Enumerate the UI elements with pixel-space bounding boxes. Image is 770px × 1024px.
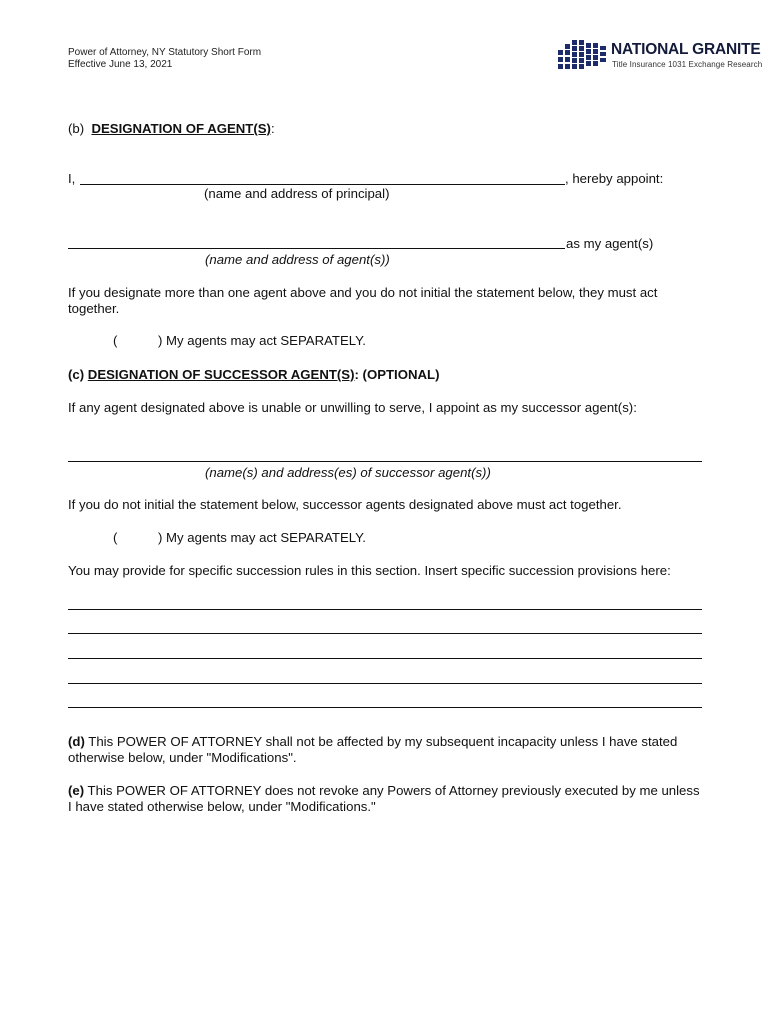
section-b-colon: : xyxy=(270,121,275,136)
section-c-suffix: : (OPTIONAL) xyxy=(354,367,440,382)
succession-provisions-label: You may provide for specific succession rules in this section. Insert specific succession provisions here: xyxy=(68,563,671,578)
separately-option-b: ) My agents may act SEPARATELY. xyxy=(158,333,366,348)
successor-name-line[interactable] xyxy=(68,461,702,462)
provision-line-3[interactable] xyxy=(68,658,702,659)
section-e-paragraph xyxy=(68,783,703,815)
separately-open-paren-c[interactable]: ( xyxy=(113,530,118,545)
section-c-title: DESIGNATION OF SUCCESSOR AGENT(S) xyxy=(87,367,355,382)
section-d-text: This POWER OF ATTORNEY shall not be affected by my subsequent incapacity unless I have stated otherwise below, under "Modifications". xyxy=(68,734,678,765)
section-c-heading xyxy=(68,367,439,383)
successor-instruction: If any agent designated above is unable or unwilling to serve, I appoint as my successor agent(s): xyxy=(68,400,637,415)
principal-name-line[interactable] xyxy=(80,184,565,185)
logo-tagline: Title Insurance 1031 Exchange Research xyxy=(612,60,763,69)
agent-instruction: If you designate more than one agent above and you do not initial the statement below, they must act together. xyxy=(68,285,658,316)
section-b-heading xyxy=(68,121,275,137)
separately-open-paren-b[interactable]: ( xyxy=(113,333,118,348)
form-title: Power of Attorney, NY Statutory Short Form xyxy=(68,47,262,58)
building-grid-icon xyxy=(558,40,608,70)
principal-prefix: I, xyxy=(68,171,76,186)
provision-line-5[interactable] xyxy=(68,707,702,708)
separately-option-c: ) My agents may act SEPARATELY. xyxy=(158,530,366,545)
agent-name-line[interactable] xyxy=(68,248,565,249)
section-d-paragraph xyxy=(68,734,688,766)
logo-wordmark: NATIONAL GRANITE xyxy=(611,41,761,58)
principal-caption: (name and address of principal) xyxy=(204,186,390,201)
principal-suffix: , hereby appoint: xyxy=(565,171,664,186)
successor-caption: (name(s) and address(es) of successor agent(s)) xyxy=(205,465,491,480)
section-b-title: DESIGNATION OF AGENT(S) xyxy=(91,121,271,136)
section-c-prefix: (c) xyxy=(68,367,85,382)
section-b-prefix: (b) xyxy=(68,121,85,136)
section-e-text: This POWER OF ATTORNEY does not revoke any Powers of Attorney previously executed by me unless I have stated otherwise below, under "Modifications." xyxy=(68,783,700,814)
successor-note: If you do not initial the statement below, successor agents designated above must act together. xyxy=(68,497,622,512)
section-e-label: (e) xyxy=(68,783,85,798)
provision-line-4[interactable] xyxy=(68,683,702,684)
agent-suffix: as my agent(s) xyxy=(566,236,654,251)
provision-line-1[interactable] xyxy=(68,609,702,610)
effective-date: Effective June 13, 2021 xyxy=(68,59,173,70)
agent-caption: (name and address of agent(s)) xyxy=(205,252,390,267)
section-d-label: (d) xyxy=(68,734,85,749)
provision-line-2[interactable] xyxy=(68,633,702,634)
